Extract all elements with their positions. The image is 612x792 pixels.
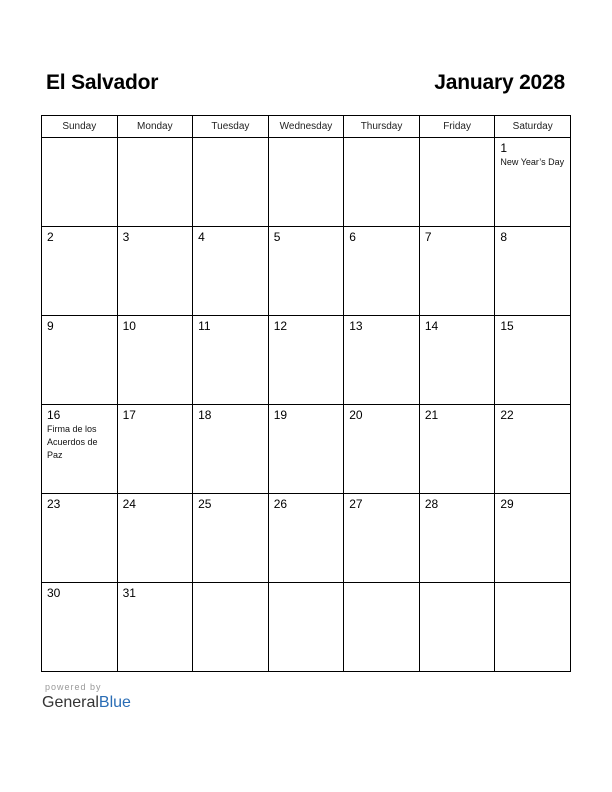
day-number: 10: [122, 319, 136, 333]
day-number: [118, 138, 193, 141]
calendar-week-row: [42, 583, 571, 672]
calendar-week-row: [42, 138, 571, 227]
day-number: 24: [122, 497, 136, 511]
calendar-day-cell: [268, 494, 344, 583]
weekday-header: Sunday: [42, 116, 118, 138]
calendar-day-cell: [495, 138, 571, 227]
day-number: 21: [424, 408, 439, 422]
calendar-day-cell: [193, 138, 269, 227]
brand-general-text: General: [42, 694, 99, 711]
day-number: [495, 583, 570, 586]
calendar-day-cell: [193, 405, 269, 494]
calendar-day-cell: [42, 405, 118, 494]
day-number: [344, 138, 419, 141]
day-number: 7: [424, 230, 432, 244]
calendar-day-cell: [344, 227, 420, 316]
calendar-body: [42, 138, 571, 672]
calendar-day-cell: [42, 316, 118, 405]
calendar-week-row: [42, 494, 571, 583]
day-number: 27: [349, 497, 363, 511]
day-number: 6: [349, 230, 356, 244]
day-number: [269, 583, 344, 586]
calendar-day-cell: [268, 138, 344, 227]
calendar-day-cell: [344, 316, 420, 405]
weekday-header: Wednesday: [268, 116, 344, 138]
calendar-week-row: [42, 405, 571, 494]
day-number: 5: [273, 230, 281, 244]
calendar-day-cell: [193, 316, 269, 405]
day-number: [42, 138, 117, 141]
day-number: [344, 583, 419, 586]
calendar-day-cell: [419, 583, 495, 672]
calendar-day-cell: [193, 227, 269, 316]
brand-blue-text: Blue: [98, 694, 131, 711]
day-number: 1: [500, 141, 508, 155]
calendar-day-cell: [419, 316, 495, 405]
calendar-day-cell: [419, 494, 495, 583]
calendar-day-cell: [117, 138, 193, 227]
calendar-day-cell: [344, 583, 420, 672]
calendar-week-row: [42, 316, 571, 405]
day-number: 2: [47, 230, 54, 244]
calendar-day-cell: [344, 138, 420, 227]
calendar-day-cell: [117, 494, 193, 583]
calendar-day-cell: [42, 138, 118, 227]
weekday-header: Saturday: [495, 116, 571, 138]
weekday-header-row: [42, 116, 571, 138]
day-number: 15: [500, 319, 514, 333]
day-number: 8: [500, 230, 508, 244]
weekday-header: Tuesday: [193, 116, 269, 138]
calendar-day-cell: [495, 494, 571, 583]
holiday-label: Firma de los Acuerdos de Paz: [47, 424, 98, 460]
calendar-day-cell: [495, 316, 571, 405]
calendar-day-cell: [344, 405, 420, 494]
generalblue-logo: [42, 693, 131, 713]
calendar-week-row: [42, 227, 571, 316]
calendar-day-cell: [193, 583, 269, 672]
calendar-day-cell: [42, 227, 118, 316]
day-number: 20: [349, 408, 363, 422]
day-number: 3: [122, 230, 130, 244]
day-number: 30: [47, 586, 61, 600]
day-number: 4: [198, 230, 205, 244]
calendar-day-cell: [495, 405, 571, 494]
calendar-day-cell: [495, 227, 571, 316]
calendar-day-cell: [117, 227, 193, 316]
day-number: 19: [273, 408, 288, 422]
calendar-day-cell: [193, 494, 269, 583]
day-number: 9: [47, 319, 54, 333]
day-number: [269, 138, 344, 141]
day-number: [420, 138, 495, 141]
weekday-header: Friday: [419, 116, 495, 138]
day-number: 22: [500, 408, 514, 422]
calendar-day-cell: [419, 227, 495, 316]
holiday-label: New Year’s Day: [500, 157, 565, 167]
calendar-day-cell: [117, 405, 193, 494]
day-number: 31: [122, 586, 136, 600]
calendar-day-cell: [117, 316, 193, 405]
calendar-day-cell: [344, 494, 420, 583]
day-number: 12: [273, 319, 288, 333]
day-number: 11: [198, 319, 211, 333]
day-number: 25: [198, 497, 212, 511]
calendar-day-cell: [419, 405, 495, 494]
calendar-day-cell: [117, 583, 193, 672]
calendar-day-cell: [419, 138, 495, 227]
day-number: 26: [273, 497, 288, 511]
day-number: 16: [47, 408, 61, 422]
calendar-day-cell: [42, 583, 118, 672]
day-number: 28: [424, 497, 439, 511]
calendar-day-cell: [268, 583, 344, 672]
day-number: 23: [47, 497, 61, 511]
country-title: El Salvador: [46, 71, 159, 94]
calendar-day-cell: [42, 494, 118, 583]
day-number: 29: [500, 497, 514, 511]
day-number: [193, 138, 268, 141]
day-number: [420, 583, 495, 586]
weekday-header: Monday: [117, 116, 193, 138]
weekday-header: Thursday: [344, 116, 420, 138]
calendar-day-cell: [268, 227, 344, 316]
day-number: 18: [198, 408, 212, 422]
day-number: [193, 583, 268, 586]
calendar-day-cell: [268, 316, 344, 405]
calendar-day-cell: [268, 405, 344, 494]
calendar-grid: [41, 115, 571, 672]
day-number: 17: [122, 408, 136, 422]
day-number: 14: [424, 319, 439, 333]
calendar-day-cell: [495, 583, 571, 672]
powered-by-text: powered by: [45, 682, 102, 692]
day-number: 13: [349, 319, 363, 333]
month-year-title: January 2028: [434, 71, 565, 94]
